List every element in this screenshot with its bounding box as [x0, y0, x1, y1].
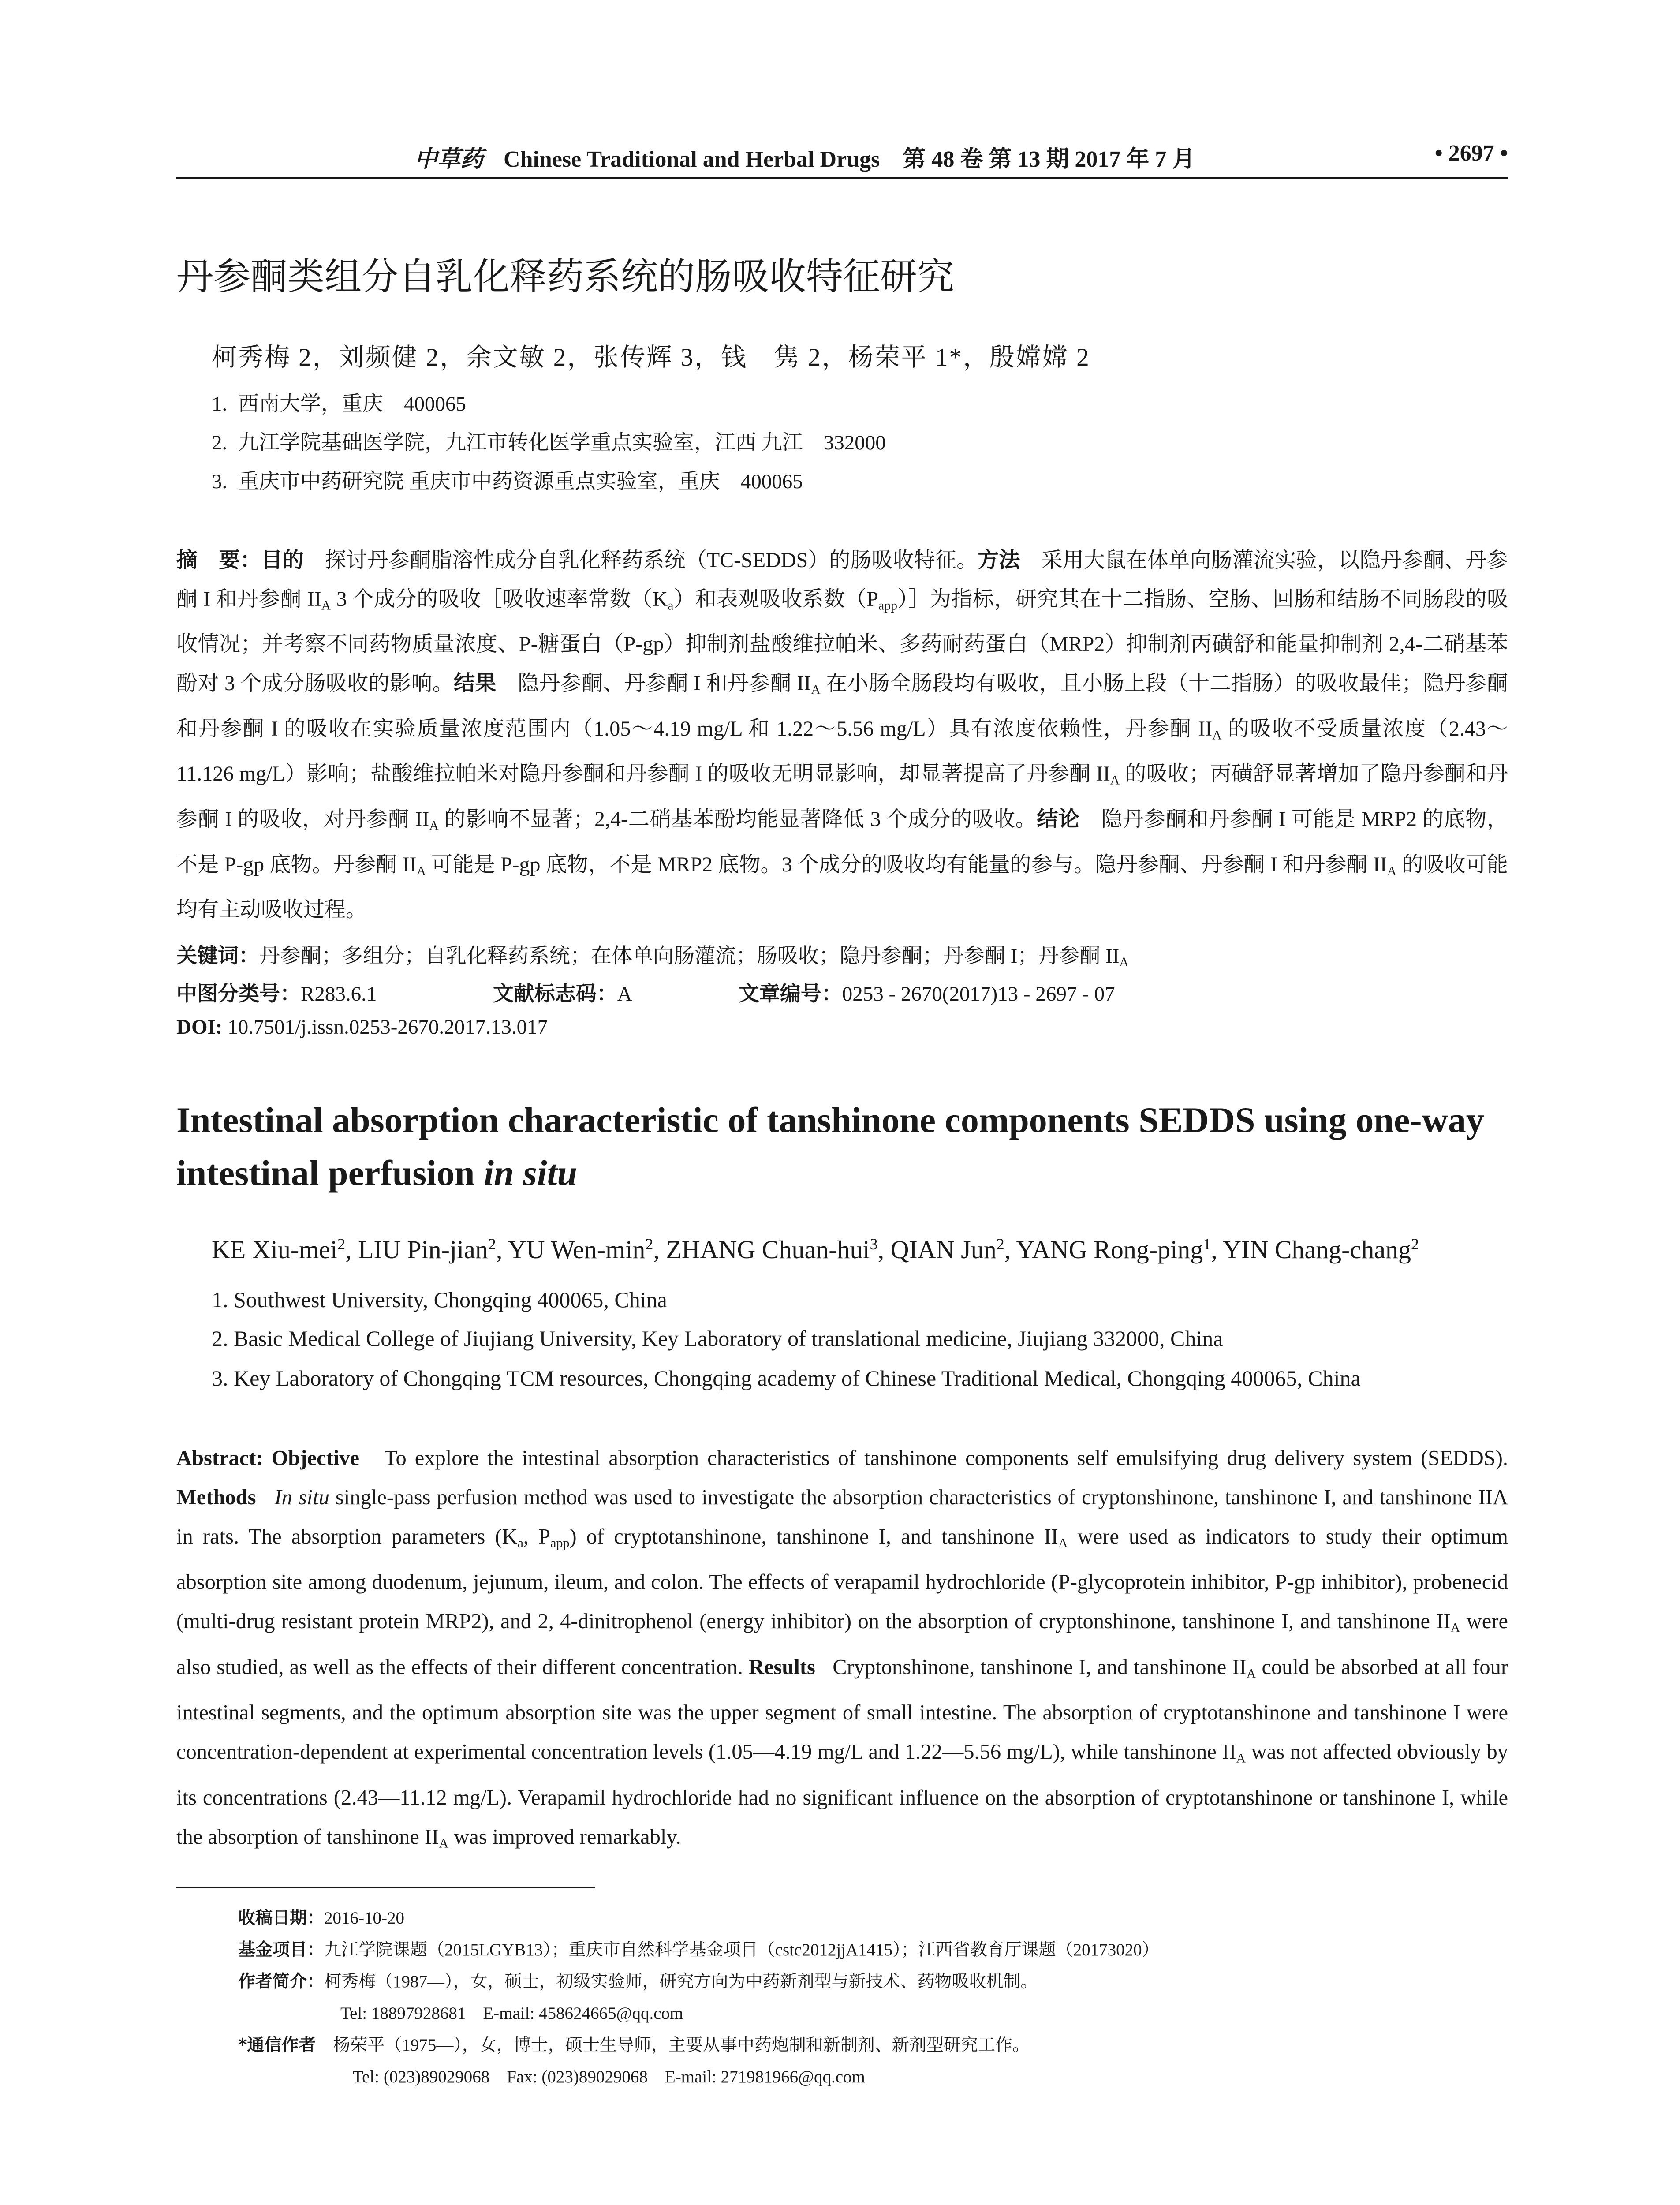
cn-results-label: 结果 [453, 671, 497, 696]
doi-link[interactable]: 10.7501/j.issn.0253-2670.2017.13.017 [228, 1016, 548, 1039]
footnote-author-contact: Tel: 18897928681 E-mail: 458624665@qq.com [340, 2004, 683, 2023]
en-abstract-label: Abstract: Objective [176, 1446, 359, 1470]
journal-citation: Chinese Traditional and Herbal Drugs 第 48 卷 第 13 期 2017 年 7 月 [504, 147, 1195, 172]
footnote-author: 作者简介：柯秀梅（1987—），女，硕士，初级实验师，研究方向为中药新剂型与新技术、药物吸收机制。 [238, 1972, 1038, 1992]
cn-abstract-label: 摘 要： [176, 548, 261, 572]
running-header [176, 140, 1508, 176]
journal-logo: 中草药 [414, 146, 484, 172]
page-number: • 2697 • [1434, 141, 1508, 166]
footnote-corresponding: *通信作者 杨荣平（1975—），女，博士，硕士生导师，主要从事中药炮制和新制剂、新剂型研究工作。 [238, 2035, 1030, 2055]
cn-methods-label: 方法 [978, 548, 1020, 572]
cn-objective-label: 目的 [261, 548, 304, 572]
header-rule [176, 177, 1508, 179]
cn-affiliation-3: 3. 重庆市中药研究院 重庆市中药资源重点实验室，重庆 400065 [212, 470, 803, 493]
journal-line [414, 140, 1195, 173]
en-title: Intestinal absorption characteristic of tanshinone components SEDDS using one-way intestinal perfusion in situ [176, 1100, 1484, 1193]
cn-classification: 中图分类号：R283.6.1 文献标志码：A 文章编号：0253 - 2670(2017)13 - 2697 - 07 [176, 982, 1115, 1006]
footnote-corresponding-contact: Tel: (023)89029068 Fax: (023)89029068 E-mail: 271981966@qq.com [353, 2067, 865, 2086]
cn-abstract: 摘 要：目的 探讨丹参酮脂溶性成分自乳化释药系统（TC-SEDDS）的肠吸收特征。方法 采用大鼠在体单向肠灌流实验，以隐丹参酮、丹参酮 I 和丹参酮 $II_A$ 3 个成分的吸收［吸收速率常数$(K_a)$和表观吸收系数$(P_{app})]$为指标，研究其在十二指肠、空肠、回肠和结肠不同肠段的吸收情况；并考察不同药物质量浓度、P-糖蛋白（P-gp）抑制剂盐酸维拉帕米、多药耐药蛋白（MRP2）抑制剂丙磺舒和能量抑制剂 2,4-二硝基苯酚对 3 个成分肠吸收的影响。结果 隐丹参酮、丹参酮 I 和丹参酮 $II_A$ 在小肠全肠段均有吸收，且小肠上段（十二指肠）的吸收最佳；隐丹参酮和丹参酮 I 的吸收在实验质量浓度范围内（1.05～4.19 mg/L 和 1.22～5.56 mg/L）具有浓度依赖性，丹参酮 $II_A$ 的吸收不受质量浓度（2.43～11.126 mg/L）影响；盐酸维拉帕米对隐丹参酮和丹参酮 I 的吸收无明显影响，却显著提高了丹参酮 $II_A$ 的吸收；丙磺舒显著增加了隐丹参酮和丹参酮 I 的吸收，对丹参酮 $II_A$ 的影响不显著；2,4-二硝基苯酚均能显著降低 3 个成分的吸收。结论 隐丹参酮和丹参酮 I 可能是 MRP2 的底物，不是 P-gp 底物。丹参酮 $II_A$ 可能是 P-gp 底物，不是 MRP2 底物。3 个成分的吸收均有能量的参与。隐丹参酮、丹参酮 I 和丹参酮 $II_A$ 的吸收可能均有主动吸收过程。 [176, 548, 1508, 921]
footnote-rule [176, 1887, 595, 1888]
footnote-fund: 基金项目：九江学院课题（2015LGYB13）；重庆市自然科学基金项目（cstc2012jjA1415）；江西省教育厅课题（20173020） [238, 1940, 1159, 1960]
cn-keywords: 关键词：丹参酮；多组分；自乳化释药系统；在体单向肠灌流；肠吸收；隐丹参酮；丹参酮 I；丹参酮 $II_A$ [176, 944, 1129, 970]
en-abstract: Abstract: Objective To explore the intestinal absorption characteristics of tanshinone components self emulsifying drug delivery system (SEDDS). Methods In situ single-pass perfusion method was used to investigate the absorption characteristics of cryptonshinone, tanshinone I, and tanshinone IIA in rats. The absorption parameters ($K_a$, $P_{app}$) of cryptotanshinone, tanshinone I, and tanshinone $II_A$ were used as indicators to study their optimum absorption site among duodenum, jejunum, ileum, and colon. The effects of verapamil hydrochloride (P-glycoprotein inhibitor, P-gp inhibitor), probenecid (multi-drug resistant protein MRP2), and 2, 4-dinitrophenol (energy inhibitor) on the absorption of cryptonshinone, tanshinone I, and tanshinone $II_A$ were also studied, as well as the effects of their different concentration. Results Cryptonshinone, tanshinone I, and tanshinone $II_A$ could be absorbed at all four intestinal segments, and the optimum absorption site was the upper segment of small intestine. The absorption of cryptotanshinone and tanshinone I were concentration-dependent at experimental concentration levels (1.05—4.19 mg/L and 1.22—5.56 mg/L), while tanshinone $II_A$ was not affected obviously by its concentrations (2.43—11.12 mg/L). Verapamil hydrochloride had no significant influence on the absorption of cryptotanshinone or tanshinone I, while the absorption of tanshinone $II_A$ was improved remarkably. [176, 1446, 1508, 1851]
cn-affiliation-1: 1. 西南大学，重庆 400065 [212, 392, 466, 415]
en-results-label: Results [748, 1655, 815, 1679]
cn-affiliation-2: 2. 九江学院基础医学院，九江市转化医学重点实验室，江西 九江 332000 [212, 431, 886, 454]
cn-authors: 柯秀梅 2，刘频健 2，余文敏 2，张传辉 3，钱 隽 2，杨荣平 1*，殷嫦嫦 2 [212, 344, 1090, 371]
doi-line: DOI: 10.7501/j.issn.0253-2670.2017.13.017 [176, 1016, 548, 1039]
en-authors: KE Xiu-mei$^2$, LIU Pin-jian$^2$, YU Wen-$\min^2$, ZHANG Chuan-hui$^3$, QIAN Jun$^2$, YANG Rong-ping$^1$, YIN Chang-chang$^2$ [212, 1235, 1419, 1264]
en-methods-label: Methods [176, 1486, 256, 1509]
en-affiliation-3: 3. Key Laboratory of Chongqing TCM resources, Chongqing academy of Chinese Traditional Medical, Chongqing 400065, China [212, 1366, 1361, 1390]
en-affiliation-1: 1. Southwest University, Chongqing 400065, China [212, 1287, 667, 1312]
footnote-received: 收稿日期：2016-10-20 [238, 1908, 404, 1928]
en-affiliation-2: 2. Basic Medical College of Jiujiang University, Key Laboratory of translational medicine, Jiujiang 332000, China [212, 1326, 1223, 1351]
cn-conclusion-label: 结论 [1037, 807, 1080, 832]
cn-title: 丹参酮类组分自乳化释药系统的肠吸收特征研究 [176, 255, 955, 298]
